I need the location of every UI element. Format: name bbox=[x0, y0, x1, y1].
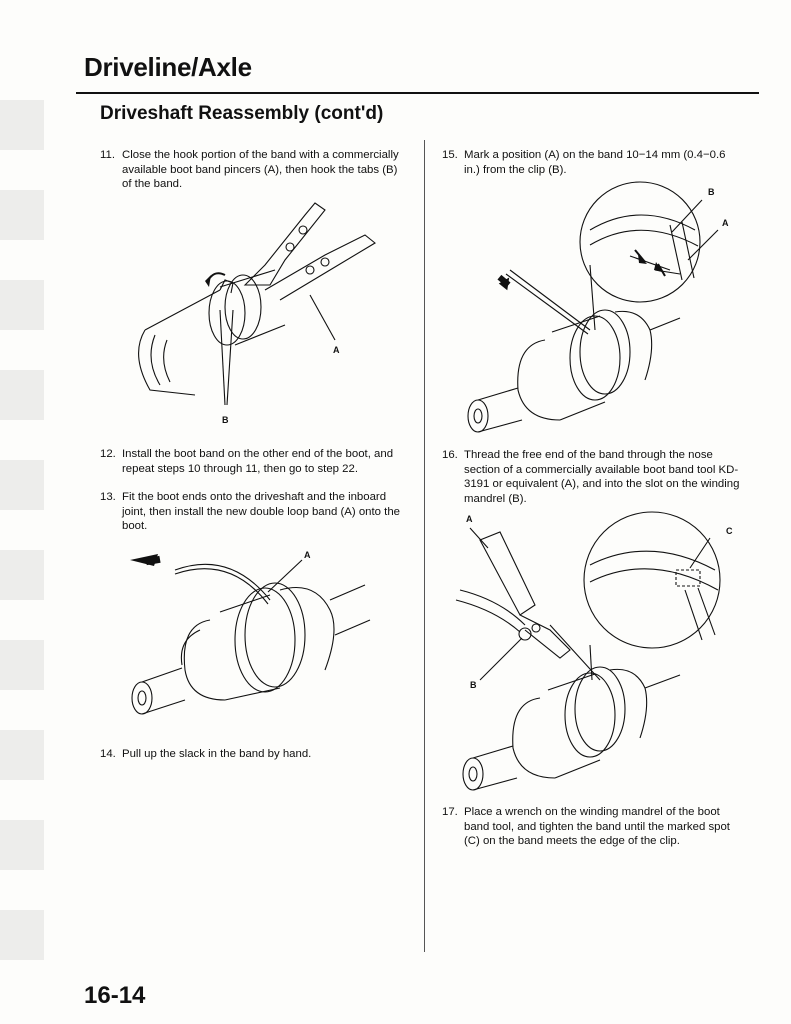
step-number: 14. bbox=[100, 748, 116, 760]
step-text: Place a wrench on the winding mandrel of the boot band tool, and tighten the band until the marked spot (C) on the band meets the edge of the clip. bbox=[464, 806, 730, 847]
callout-b: B bbox=[708, 187, 715, 197]
section-title: Driveshaft Reassembly (cont'd) bbox=[100, 103, 384, 124]
step-number: 13. bbox=[100, 491, 116, 503]
callout-b: B bbox=[470, 680, 477, 690]
step-number: 16. bbox=[442, 449, 458, 461]
step-12 bbox=[100, 447, 410, 476]
figure-step-11 bbox=[125, 195, 385, 430]
figure-step-13 bbox=[120, 540, 380, 740]
step-text: Install the boot band on the other end of the boot, and repeat steps 10 through 11, then go to step 22. bbox=[122, 448, 394, 475]
header-rule bbox=[76, 92, 759, 94]
page-number: 16-14 bbox=[84, 982, 146, 1009]
figure-step-15 bbox=[440, 180, 740, 440]
callout-a: A bbox=[466, 514, 473, 524]
step-text: Pull up the slack in the band by hand. bbox=[122, 748, 312, 760]
step-number: 17. bbox=[442, 806, 458, 818]
step-text: Close the hook portion of the band with a commercially available boot band pincers (A), then hook the tabs (B) of the band. bbox=[122, 149, 399, 190]
callout-a: A bbox=[722, 218, 729, 228]
step-15 bbox=[442, 148, 742, 177]
step-text: Fit the boot ends onto the driveshaft and the inboard joint, then install the new double loop band (A) onto the boot. bbox=[122, 491, 400, 532]
step-number: 11. bbox=[100, 149, 115, 161]
step-16 bbox=[442, 448, 742, 506]
scan-edge-artifact bbox=[0, 60, 44, 960]
figure-step-16 bbox=[440, 510, 740, 800]
callout-a: A bbox=[304, 550, 311, 560]
column-divider bbox=[424, 140, 425, 952]
callout-c: C bbox=[726, 526, 733, 536]
step-text: Mark a position (A) on the band 10−14 mm (0.4−0.6 in.) from the clip (B). bbox=[464, 149, 726, 176]
step-text: Thread the free end of the band through the nose section of a commercially available boot band tool KD-3191 or equivalent (A), and into the slot on the winding mandrel (B). bbox=[464, 449, 740, 505]
step-13 bbox=[100, 490, 410, 534]
step-number: 12. bbox=[100, 448, 116, 460]
callout-a: A bbox=[333, 345, 340, 355]
step-11 bbox=[100, 148, 410, 192]
step-17 bbox=[442, 805, 742, 849]
chapter-title: Driveline/Axle bbox=[84, 52, 252, 82]
step-14 bbox=[100, 747, 410, 762]
step-number: 15. bbox=[442, 149, 458, 161]
callout-b: B bbox=[222, 415, 229, 425]
